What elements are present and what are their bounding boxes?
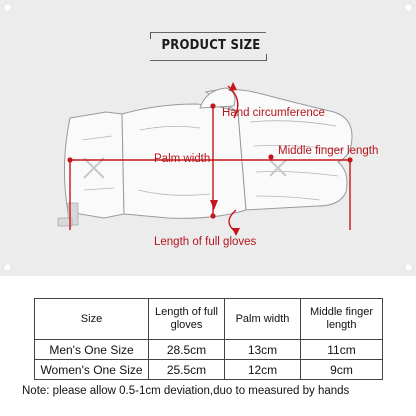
length-full-gloves-label: Length of full gloves [154,236,257,248]
middle-finger-length-label: Middle finger length [278,145,379,157]
cell-size: Women's One Size [35,360,149,380]
header-length: Length of full gloves [149,299,225,340]
hand-circumference-label: Hand circumference [222,107,325,119]
cell-finger: 9cm [301,360,383,380]
header-size: Size [35,299,149,340]
header-palm-width: Palm width [225,299,301,340]
cell-length: 28.5cm [149,340,225,360]
cell-length: 25.5cm [149,360,225,380]
cell-palm: 13cm [225,340,301,360]
palm-width-label: Palm width [154,153,211,165]
cell-palm: 12cm [225,360,301,380]
table-row [35,360,383,380]
header-middle-finger: Middle finger length [301,299,383,340]
cell-size: Men's One Size [35,340,149,360]
table-header-row [35,299,383,340]
size-table [34,298,383,380]
diagram-strap-marks [58,203,78,226]
table-row [35,340,383,360]
cell-finger: 11cm [301,340,383,360]
deviation-note: Note: please allow 0.5-1cm deviation,duo to measured by hands [22,385,350,397]
page-title: PRODUCT SIZE [161,38,261,53]
